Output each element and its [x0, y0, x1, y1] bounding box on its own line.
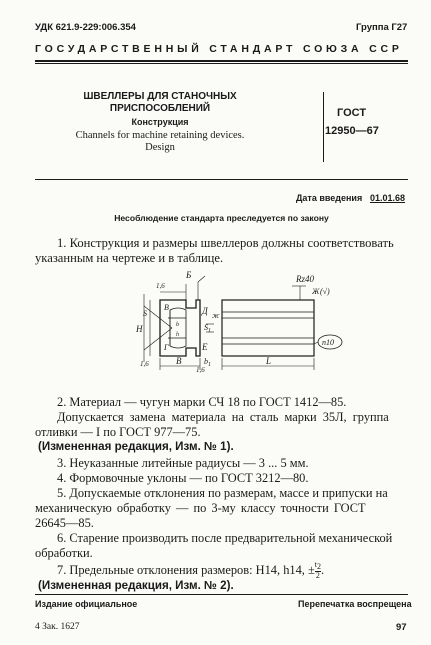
label-l: L — [266, 356, 272, 366]
intro-date-label: Дата введения — [296, 193, 363, 203]
intro-date-value: 01.01.68 — [370, 193, 406, 203]
label-e: Е — [202, 342, 208, 352]
roughness-paren: (√) — [320, 287, 330, 296]
udk-code: УДК 621.9-229:006.354 — [35, 22, 136, 33]
para-7-values: H14, h14, ± — [255, 563, 315, 577]
label-s1: $S_1$ — [204, 323, 211, 334]
title-divider — [323, 92, 324, 162]
label-d: Д — [202, 306, 208, 316]
drawing-labels — [135, 270, 334, 374]
footer-reprint: Перепечатка воспрещена — [298, 599, 412, 609]
para-3: 3. Неуказанные литейные радиусы — 3 ... 5 мм. — [57, 456, 309, 470]
para-7-end: . — [321, 563, 325, 577]
legal-notice: Несоблюдение стандарта преследуется по закону — [114, 213, 329, 223]
side-view — [222, 286, 342, 370]
header-rule — [35, 60, 408, 62]
label-b1: $b_1$ — [204, 357, 211, 368]
para-2-edit: (Измененная редакция, Изм. № 1). — [38, 440, 234, 453]
label-roughness-top: 1,6 — [156, 282, 165, 290]
title-ru-line2: ПРИСПОСОБЛЕНИЙ — [109, 103, 211, 114]
subtitle-ru: Конструкция — [131, 117, 189, 127]
label-n10: n10 — [322, 338, 334, 347]
title-en-line2: Design — [145, 142, 175, 153]
para-5-line-2: механическую обработку — по 3-му классу точности ГОСТ — [35, 501, 366, 515]
para-2-line-1: 2. Материал — чугун марки СЧ 18 по ГОСТ 1412—85. — [57, 395, 347, 409]
label-b-dim: B — [176, 356, 182, 366]
footer-official: Издание официальное — [35, 599, 138, 609]
para-6-line-1: 6. Старение производить после предварительной механической — [57, 531, 393, 545]
header-rule-thin — [35, 63, 408, 64]
title-en-line1: Channels for machine retaining devices. — [75, 130, 245, 141]
footer-page: 97 — [396, 622, 407, 633]
label-roughness-bot2: 1,6 — [196, 366, 205, 374]
para-5-line-3: 26645—85. — [35, 516, 94, 530]
channel-drawing — [0, 266, 431, 396]
para-7-prefix: 7. Предельные отклонения размеров: — [57, 563, 253, 577]
para-4: 4. Формовочные уклоны — по ГОСТ 3212—80. — [57, 471, 309, 485]
label-zh-lower: ж — [212, 311, 220, 320]
label-s: S — [143, 309, 147, 318]
para-7-edit: (Измененная редакция, Изм. № 2). — [38, 579, 234, 592]
standard-title: ГОСУДАРСТВЕННЫЙ СТАНДАРТ СОЮЗА ССР — [35, 43, 403, 55]
label-g: Г — [164, 343, 169, 352]
gost-label: ГОСТ — [337, 107, 367, 119]
label-v: В — [164, 303, 169, 312]
para-2-line-2: Допускается замена материала на сталь марки 35Л, группа — [57, 410, 389, 424]
para-7 — [57, 561, 324, 580]
para-2-line-3: отливки — I по ГОСТ 977—75. — [35, 425, 201, 439]
label-b-cyr: Б — [186, 270, 192, 280]
label-roughness-bot: 1,6 — [140, 360, 149, 368]
para-1-line-2: указанным на чертеже и в таблице. — [35, 251, 224, 265]
label-b-small: b — [176, 322, 179, 328]
para-1-line-1: 1. Конструкция и размеры швеллеров должны соответствовать — [57, 236, 394, 250]
label-h-small: h — [176, 332, 179, 338]
date-rule — [35, 179, 408, 180]
label-h: H — [136, 324, 143, 334]
group-code: Группа Г27 — [356, 22, 408, 33]
roughness-sym: Ж — [312, 287, 320, 296]
roughness-label: Rz40 — [296, 274, 314, 284]
footer-rule — [35, 594, 408, 595]
footer-order: 4 Зак. 1627 — [35, 622, 80, 632]
para-6-line-2: обработки. — [35, 546, 93, 560]
title-ru-line1: ШВЕЛЛЕРЫ ДЛЯ СТАНОЧНЫХ — [83, 91, 237, 102]
para-5-line-1: 5. Допускаемые отклонения по размерам, массе и припуски на — [57, 486, 388, 500]
para-7-fraction: $\frac{t2}{2}$ — [314, 560, 322, 580]
gost-number: 12950—67 — [325, 125, 379, 137]
